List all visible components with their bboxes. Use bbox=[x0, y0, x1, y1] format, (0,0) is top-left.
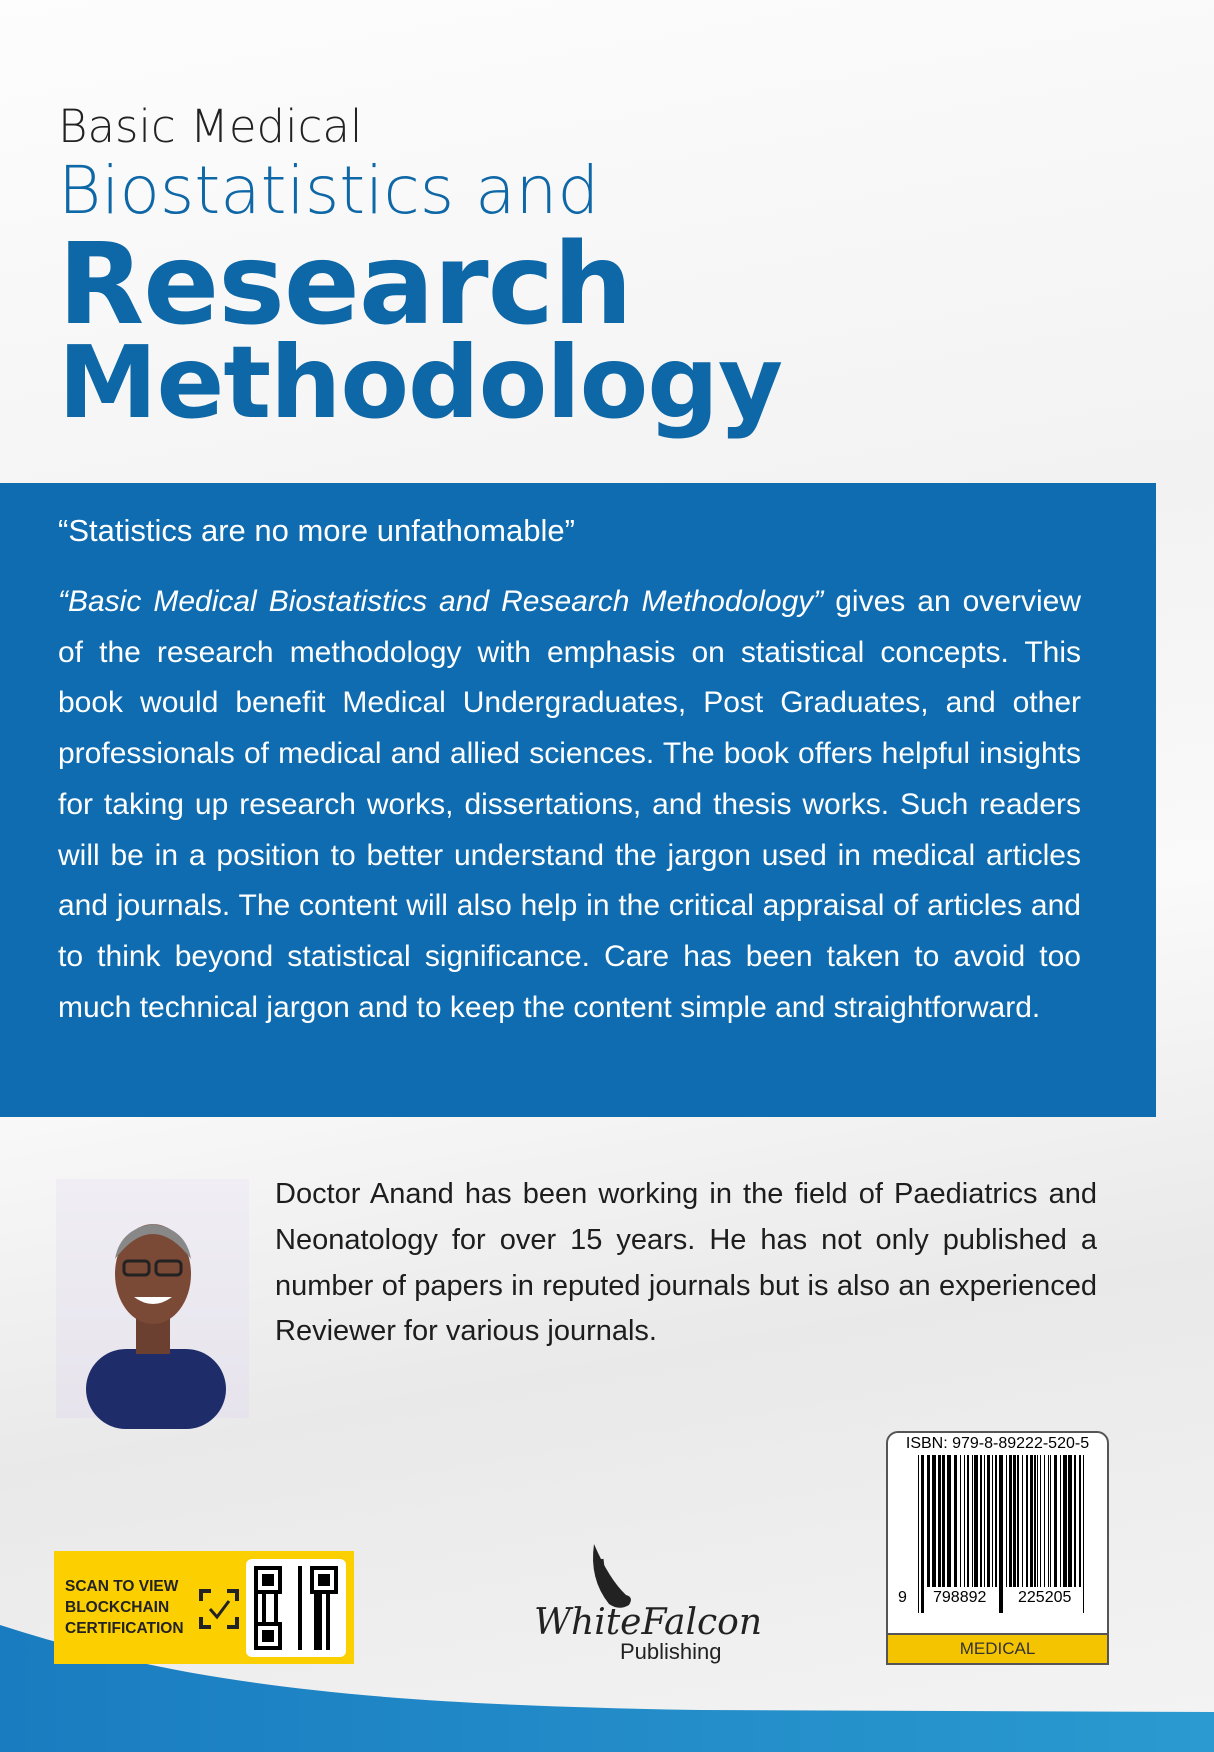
category-label: MEDICAL bbox=[888, 1633, 1107, 1663]
blockchain-qr-badge[interactable] bbox=[54, 1551, 354, 1664]
scan-check-icon bbox=[199, 1589, 239, 1629]
title-line-1: Basic Medical bbox=[58, 100, 363, 153]
qr-code[interactable] bbox=[246, 1559, 346, 1657]
qr-text-3: CERTIFICATION bbox=[65, 1620, 184, 1637]
title-line-2: Biostatistics and bbox=[58, 152, 600, 229]
barcode-left-digits: 798892 bbox=[933, 1589, 987, 1606]
qr-text-1: SCAN TO VIEW bbox=[65, 1578, 179, 1595]
publisher-name: WhiteFalcon bbox=[534, 1602, 763, 1643]
isbn-barcode bbox=[886, 1431, 1109, 1665]
blurb-box bbox=[0, 483, 1156, 1117]
blurb-paragraph bbox=[58, 577, 1081, 1033]
title-line-3: Research bbox=[58, 220, 632, 350]
publisher-sub: Publishing bbox=[620, 1639, 722, 1664]
book-title-italic: “Basic Medical Biostatistics and Research Methodology” bbox=[58, 585, 824, 618]
title-line-4: Methodology bbox=[58, 324, 783, 441]
publisher-logo bbox=[534, 1539, 763, 1667]
blurb-text: gives an overview of the research methodology with emphasis on statistical concepts. This book would benefit Medical Undergraduates, Post Graduates, and other professionals of medical and allied sciences. The book offers helpful insights for taking up research works, dissertations, and thesis works. Such readers will be in a position to better understand the jargon used in medical articles and journals. The content will also help in the critical appraisal of articles and to think beyond statistical significance. Care has been taken to avoid too much technical jargon and to keep the content simple and straightforward. bbox=[58, 585, 1081, 1024]
barcode-lead-digit: 9 bbox=[898, 1589, 907, 1606]
author-bio: Doctor Anand has been working in the field of Paediatrics and Neonatology for over 15 years. He has not only published a number of papers in reputed journals but is also an experienced Reviewer for various journals. bbox=[275, 1178, 1097, 1348]
isbn-number: ISBN: 979-8-89222-520-5 bbox=[905, 1435, 1090, 1452]
qr-text-2: BLOCKCHAIN bbox=[65, 1599, 170, 1616]
barcode-right-digits: 225205 bbox=[1018, 1589, 1072, 1606]
tagline-quote: “Statistics are no more unfathomable” bbox=[58, 513, 575, 548]
author-photo bbox=[56, 1179, 249, 1418]
